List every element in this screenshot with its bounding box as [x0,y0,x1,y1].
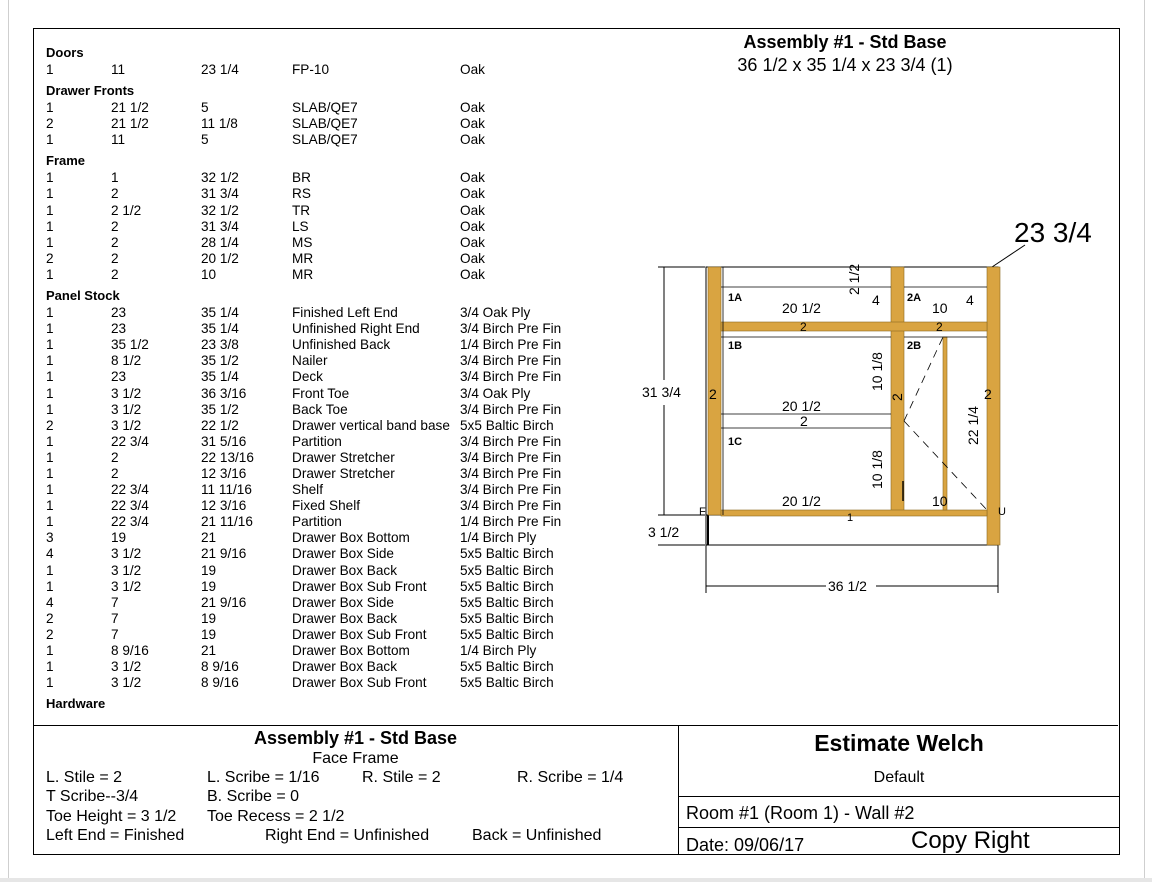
cell-qty: 1 [46,234,54,250]
cell-length: 31 3/4 [201,186,239,202]
cell-length: 19 [201,578,217,594]
list-item [46,643,646,659]
cell-width: 7 [111,594,119,610]
cell-part: Drawer vertical band base [292,417,450,433]
cell-width: 22 3/4 [111,482,149,498]
cell-qty: 1 [46,321,54,337]
cell-length: 36 3/16 [201,385,247,401]
spec-left-end: Left End = Finished [46,827,185,844]
list-item [46,498,646,514]
cell-width: 19 [111,530,127,546]
cell-qty: 2 [46,610,54,626]
cell-length: 35 1/2 [201,353,239,369]
estimate-block [678,726,1119,854]
cell-length: 35 1/4 [201,369,239,385]
cell-material: 3/4 Birch Pre Fin [460,449,562,465]
label-1c: 1C [728,436,743,448]
cell-material: 3/4 Birch Pre Fin [460,321,562,337]
cell-part: Shelf [292,482,323,498]
cell-part: Deck [292,369,323,385]
right-stile [987,267,1000,545]
bottom-rail [721,510,987,516]
cell-qty: 1 [46,337,54,353]
cell-part: Back Toe [292,401,348,417]
cell-length: 5 [201,132,209,148]
list-item [46,305,646,321]
cell-material: Oak [460,234,485,250]
cell-part: SLAB/QE7 [292,100,358,116]
room-wall: Room #1 (Room 1) - Wall #2 [686,803,915,823]
cell-width: 2 [111,186,119,202]
cell-width: 2 [111,250,119,266]
cell-part: Drawer Box Bottom [292,530,410,546]
cell-material: Oak [460,250,485,266]
cell-material: Oak [460,266,485,282]
cell-width: 23 [111,369,127,385]
cell-qty: 1 [46,385,54,401]
list-item [46,186,646,202]
cell-qty: 1 [46,353,54,369]
cell-part: Partition [292,433,342,449]
cell-length: 21 [201,530,217,546]
cell-width: 2 [111,234,119,250]
cell-qty: 2 [46,250,54,266]
cell-part: Drawer Box Sub Front [292,675,427,691]
cell-material: 5x5 Baltic Birch [460,578,554,594]
dim-height-2b: 22 1/4 [965,406,981,445]
cell-part: Drawer Box Sub Front [292,578,427,594]
list-item [46,595,646,611]
cell-material: Oak [460,218,485,234]
cell-qty: 1 [46,100,54,116]
face-frame [708,267,1000,545]
cell-material: 5x5 Baltic Birch [460,562,554,578]
spec-left-scribe: L. Scribe = 1/16 [207,769,320,786]
list-item [46,434,646,450]
cell-part: Drawer Stretcher [292,449,395,465]
cell-material: 5x5 Baltic Birch [460,417,554,433]
dim-width-1b: 20 1/2 [782,398,821,414]
dim-width-2b: 10 [932,493,948,509]
cell-qty: 1 [46,218,54,234]
dim-width-1c: 20 1/2 [782,493,821,509]
cell-length: 19 [201,626,217,642]
cell-width: 23 [111,321,127,337]
bottom-title-block [33,725,1118,854]
cell-width: 3 1/2 [111,401,142,417]
cell-qty: 2 [46,626,54,642]
cell-length: 35 1/2 [201,401,239,417]
cell-material: 3/4 Birch Pre Fin [460,369,562,385]
cell-qty: 1 [46,675,54,691]
label-1a: 1A [728,292,743,304]
cell-qty: 1 [46,498,54,514]
cell-material: 5x5 Baltic Birch [460,594,554,610]
label-2a: 2A [907,292,922,304]
cell-material: Oak [460,116,485,132]
cell-width: 7 [111,626,119,642]
cell-material: Oak [460,202,485,218]
cell-qty: 1 [46,369,54,385]
dim-left-stile: 2 [709,386,717,402]
dim-width: 36 1/2 [828,578,867,594]
list-item [46,514,646,530]
dim-rail-2b: 2 [936,320,943,334]
assembly-dimensions: 36 1/2 x 35 1/4 x 23 3/4 (1) [737,55,953,75]
cell-part: FP-10 [292,62,330,77]
label-u: U [998,506,1006,518]
cell-length: 35 1/4 [201,305,239,321]
spec-right-scribe: R. Scribe = 1/4 [517,769,624,786]
label-f: F [699,506,706,518]
spec-right-stile: R. Stile = 2 [362,769,441,786]
cell-material: 5x5 Baltic Birch [460,546,554,562]
cell-width: 22 3/4 [111,514,149,530]
cell-qty: 1 [46,170,54,186]
cell-qty: 1 [46,562,54,578]
specs-title: Assembly #1 - Std Base [253,728,458,748]
cell-part: SLAB/QE7 [292,116,358,132]
page-shadow [0,878,1152,882]
cell-width: 22 3/4 [111,498,149,514]
cell-part: LS [292,218,309,234]
cell-material: 5x5 Baltic Birch [460,659,554,675]
list-item [46,321,646,337]
cell-material: Oak [460,132,485,148]
cell-material: 3/4 Birch Pre Fin [460,433,562,449]
dim-width-2a: 10 [932,300,948,316]
section-heading: Hardware [46,696,106,712]
copyright: Copy Right [911,827,1030,854]
cell-part: MR [292,250,314,266]
cell-material: 3/4 Birch Pre Fin [460,353,562,369]
cell-part: Drawer Box Back [292,562,398,578]
cell-material: 5x5 Baltic Birch [460,610,554,626]
cell-length: 12 3/16 [201,465,247,481]
cell-length: 32 1/2 [201,170,239,186]
list-item [46,203,646,219]
cell-width: 2 [111,449,119,465]
dim-height-2a: 4 [966,292,974,308]
cell-part: Fixed Shelf [292,498,361,514]
cell-part: RS [292,186,311,202]
cell-material: 3/4 Birch Pre Fin [460,465,562,481]
cell-qty: 3 [46,530,54,546]
cell-length: 8 9/16 [201,659,239,675]
cell-length: 8 9/16 [201,675,239,691]
cell-length: 32 1/2 [201,202,239,218]
cell-material: 1/4 Birch Ply [460,643,537,658]
cell-qty: 2 [46,116,54,132]
cell-length: 11 1/8 [201,116,238,132]
cell-part: Drawer Box Bottom [292,643,410,658]
cell-length: 28 1/4 [201,234,239,250]
cell-length: 35 1/4 [201,321,239,337]
list-item [46,611,646,627]
cell-part: MS [292,234,313,250]
list-item [46,235,646,251]
cabinet-elevation-drawing [630,215,1110,605]
cell-width: 3 1/2 [111,417,142,433]
cell-material: 1/4 Birch Pre Fin [460,337,562,353]
face-frame-specs [33,726,678,854]
cell-part: Unfinished Right End [292,321,420,337]
cabinet-outline [706,267,998,545]
spec-toe-height: Toe Height = 3 1/2 [46,808,177,825]
list-item [46,579,646,595]
cell-width: 8 9/16 [111,643,149,658]
cell-part: SLAB/QE7 [292,132,358,148]
cell-part: Front Toe [292,385,350,401]
cell-qty: 1 [46,132,54,148]
cell-length: 12 3/16 [201,498,247,514]
cell-width: 1 [111,170,119,186]
cell-qty: 1 [46,202,54,218]
cell-width: 3 1/2 [111,659,142,675]
dim-height-1b: 10 1/8 [869,352,885,391]
dim-top-rail: 2 1/2 [846,263,862,295]
dim-width-1a: 20 1/2 [782,300,821,316]
cell-part: TR [292,202,311,218]
list-item [46,219,646,235]
cell-part: BR [292,170,311,186]
list-item [46,418,646,434]
cell-width: 8 1/2 [111,353,142,369]
list-item [46,530,646,546]
cell-part: Nailer [292,353,328,369]
list-item [46,563,646,579]
cell-width: 22 3/4 [111,433,149,449]
section-heading: Drawer Fronts [46,83,135,99]
divider [679,796,1119,797]
estimate-default: Default [873,769,925,786]
list-item [46,450,646,466]
cell-qty: 1 [46,449,54,465]
spec-top-scribe: T Scribe--3/4 [46,788,139,805]
assembly-title: Assembly #1 - Std Base [743,32,947,52]
cell-length: 31 3/4 [201,218,239,234]
cell-length: 22 1/2 [201,417,239,433]
cell-qty: 1 [46,465,54,481]
cell-width: 3 1/2 [111,578,142,594]
list-item [46,337,646,353]
cell-length: 19 [201,610,217,626]
cell-material: 3/4 Birch Pre Fin [460,482,562,498]
list-item [46,353,646,369]
cell-width: 11 [111,132,126,148]
cell-qty: 1 [46,62,54,77]
cell-width: 11 [111,62,126,77]
list-item [46,369,646,385]
cell-width: 7 [111,610,119,626]
date: Date: 09/06/17 [686,835,805,855]
dim-bottom-rail: 1 [847,512,854,524]
cell-material: 1/4 Birch Pre Fin [460,514,562,530]
cell-material: 3/4 Birch Pre Fin [460,401,562,417]
cell-length: 20 1/2 [201,250,239,266]
cell-qty: 1 [46,578,54,594]
list-item [46,62,646,78]
cell-qty: 1 [46,659,54,675]
label-1b: 1B [728,340,743,352]
cell-width: 3 1/2 [111,385,142,401]
dim-right-stile: 2 [984,386,992,402]
divider [679,827,1119,828]
spec-right-end: Right End = Unfinished [265,827,430,844]
cell-material: Oak [460,186,485,202]
spec-toe-recess: Toe Recess = 2 1/2 [207,808,345,825]
cell-width: 3 1/2 [111,546,142,562]
cell-length: 21 11/16 [201,514,253,530]
cell-qty: 2 [46,417,54,433]
cell-material: 1/4 Birch Ply [460,530,537,546]
cell-material: 3/4 Oak Ply [460,305,531,321]
list-item [46,132,646,148]
cell-part: MR [292,266,314,282]
cell-part: Drawer Box Back [292,659,398,675]
cell-width: 2 [111,465,119,481]
cell-part: Drawer Box Side [292,546,394,562]
list-item [46,466,646,482]
list-item [46,100,646,116]
depth-leader [992,245,1025,267]
mid-stile [891,267,904,515]
cell-length: 22 13/16 [201,449,254,465]
list-item [46,659,646,675]
list-item [46,627,646,643]
cell-qty: 1 [46,514,54,530]
cell-part: Drawer Stretcher [292,465,395,481]
spec-bottom-scribe: B. Scribe = 0 [207,788,300,805]
cell-length: 21 9/16 [201,594,247,610]
dim-rail-2: 2 [800,320,807,334]
upper-rail [721,322,987,331]
cell-part: Finished Left End [292,305,398,321]
cell-part: Unfinished Back [292,337,391,353]
cell-width: 2 [111,218,119,234]
list-item [46,675,646,691]
cell-width: 23 [111,305,127,321]
list-item [46,482,646,498]
cell-width: 2 [111,266,119,282]
cell-length: 23 1/4 [201,62,239,77]
cell-length: 21 9/16 [201,546,247,562]
dim-mid-stile: 2 [889,393,905,401]
cell-width: 21 1/2 [111,116,149,132]
list-item [46,116,646,132]
dim-height-1a: 4 [872,292,880,308]
dim-height-1c: 10 1/8 [869,450,885,489]
cell-qty: 1 [46,305,54,321]
cell-material: 3/4 Birch Pre Fin [460,498,562,514]
list-item [46,546,646,562]
section-heading: Doors [46,45,84,60]
dim-toe: 3 1/2 [648,524,680,540]
cell-qty: 1 [46,401,54,417]
cell-length: 23 3/8 [201,337,239,353]
list-item [46,386,646,402]
cell-material: Oak [460,170,485,186]
list-item [46,251,646,267]
cell-qty: 1 [46,643,54,658]
cell-width: 3 1/2 [111,675,142,691]
specs-subtitle: Face Frame [312,750,399,767]
cut-list [46,40,646,713]
spec-left-stile: L. Stile = 2 [46,769,123,786]
cell-width: 35 1/2 [111,337,149,353]
cell-material: 3/4 Oak Ply [460,385,531,401]
cell-length: 5 [201,100,209,116]
cell-material: 5x5 Baltic Birch [460,675,554,691]
cell-qty: 4 [46,594,54,610]
cell-length: 31 5/16 [201,433,247,449]
list-item [46,267,646,283]
cell-length: 11 11/16 [201,482,252,498]
cell-part: Drawer Box Side [292,594,394,610]
section-heading: Frame [46,153,86,169]
cell-qty: 1 [46,433,54,449]
cell-width: 21 1/2 [111,100,149,116]
cell-part: Partition [292,514,342,530]
cell-part: Drawer Box Back [292,610,398,626]
list-item [46,170,646,186]
section-heading: Panel Stock [46,288,120,304]
cell-qty: 4 [46,546,54,562]
estimate-name: Estimate Welch [814,730,984,756]
label-2b: 2B [907,340,922,352]
cell-width: 2 1/2 [111,202,142,218]
cell-length: 10 [201,266,217,282]
cell-material: Oak [460,62,485,77]
cell-width: 3 1/2 [111,562,142,578]
cell-part: Drawer Box Sub Front [292,626,427,642]
cell-material: 5x5 Baltic Birch [460,626,554,642]
cell-qty: 1 [46,266,54,282]
cell-qty: 1 [46,482,54,498]
dim-height: 31 3/4 [642,384,681,400]
cell-material: Oak [460,100,485,116]
dim-depth: 23 3/4 [1014,217,1092,248]
cell-length: 21 [201,643,217,658]
spec-back: Back = Unfinished [472,827,602,844]
center-divider [943,337,947,510]
list-item [46,402,646,418]
cell-qty: 1 [46,186,54,202]
cell-length: 19 [201,562,217,578]
dim-mid-rail: 2 [800,413,808,429]
